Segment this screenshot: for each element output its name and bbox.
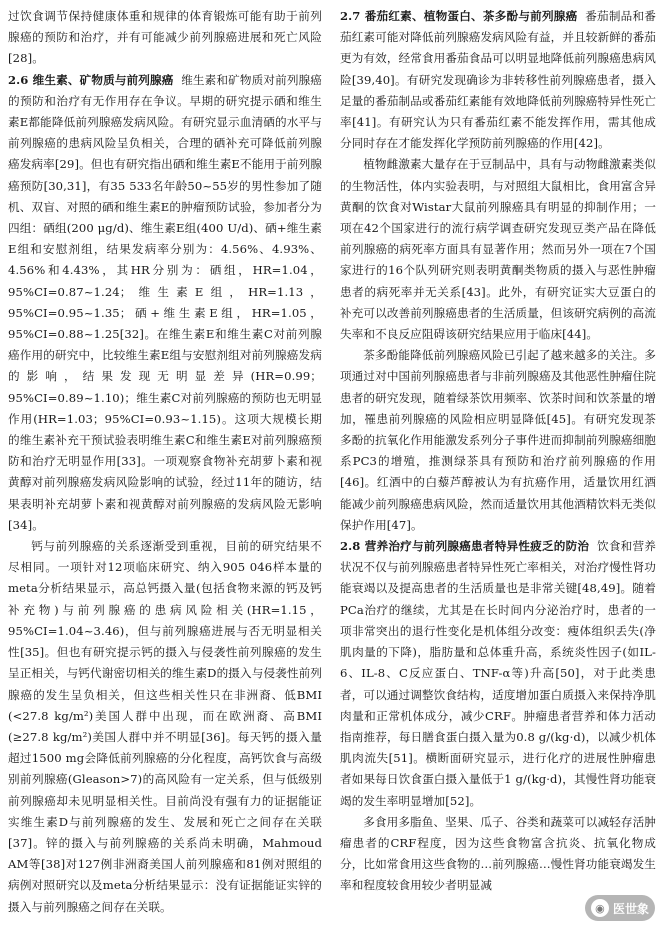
section-2-8-paragraph-2: 多食用多脂鱼、坚果、瓜子、谷类和蔬菜可以减轻存活肿瘤患者的CRF程度，因为这些食物富含抗炎、抗氧化物成分，比如常食用这些食物的…前列腺癌…慢性肾功能衰竭发生率和程度较食用较少者明显减 <box>340 814 656 893</box>
left-column <box>8 6 322 918</box>
section-2-6 <box>8 70 322 918</box>
section-2-7-paragraph-3: 茶多酚能降低前列腺癌风险已引起了越来越多的关注。多项通过对中国前列腺癌患者与非前列腺癌及其他恶性肿瘤住院患者的研究发现，随着绿茶饮用频率、饮茶时间和饮茶量的增加，罹患前列腺癌的风险相应明显降低[45]。有研究发现茶多酚的抗氧化作用能激发系列分子事件进而抑制前列腺癌细胞系PC3的增殖，推测绿茶具有预防和治疗前列腺癌的作用[46]。红酒中的白藜芦醇被认为有抗癌作用，适量饮用红酒能减少前列腺癌患病风险，然而适量饮用其他酒精饮料无类似保护作用[47]。 <box>340 348 656 532</box>
intro-paragraph: 过饮食调节保持健康体重和规律的体育锻炼可能有助于前列腺癌的预防和治疗，并有可能减少前列腺癌进展和死亡风险[28]。 <box>8 9 322 66</box>
right-column <box>340 6 656 897</box>
watermark-text: 医世象 <box>612 901 649 916</box>
section-2-6-paragraph-2: 钙与前列腺癌的关系逐渐受到重视，目前的研究结果不尽相同。一项针对12项临床研究、纳入905 046样本量的meta分析结果显示，高总钙摄入量(包括食物来源的钙及钙补充物)与前列腺癌的患病风险相关(HR=1.15，95%CI=1.04~3.46)，但与前列腺癌进展与否无明显相关性[35]。但也有研究提示钙的摄入与侵袭性前列腺癌的发生呈正相关，与钙代谢密切相关的维生素D的摄入与侵袭性前列腺癌的发生呈负相关，但这些相关性只在非洲裔、低BMI (<27.8 kg/m²)美国人群中出现，而在欧洲裔、高BMI (≥27.8 kg/m²)美国人群中并不明显[36]。每天钙的摄入量超过1500 mg会降低前列腺癌的分化程度，高钙饮食与高级别前列腺癌(Gleason>7)的高风险有一定关系，但与低级别前列腺癌却未见明显相关性。目前尚没有强有力的证据能证实维生素D与前列腺癌的发生、发展和死亡之间存在关联[37]。锌的摄入与前列腺癌的关系尚未明确，Mahmoud AM等[38]对127例非洲裔美国人前列腺癌和81例对照组的病例对照研究以及meta分析结果显示：没有证据能证实锌的摄入与前列腺癌之间存在关联。 <box>8 539 322 914</box>
section-2-7-heading: 2.7 番茄红素、植物蛋白、茶多酚与前列腺癌 <box>340 9 578 23</box>
section-2-7 <box>340 6 656 536</box>
section-2-8 <box>340 536 656 896</box>
section-2-8-heading: 2.8 营养治疗与前列腺癌患者特异性疲乏的防治 <box>340 539 590 554</box>
section-2-6-text-1: 维生素和矿物质对前列腺癌的预防和治疗有无作用存在争议。早期的研究提示硒和维生素E都能降低前列腺癌发病风险。有研究显示血清硒的水平与前列腺癌的患病风险呈负相关，合理的硒补充可降低前列腺癌发病率[29]。但也有研究指出硒和维生素E不能用于前列腺癌预防[30,31]，有35 533名年龄50~55岁的男性参加了随机、双盲、对照的硒和维生素E的肿瘤预防试验，参加者分为四组：硒组(200 μg/d)、维生素E组(400 U/d)、硒+维生素E组和安慰剂组，结果发病率分别为：4.56%、4.93%、4.56%和4.43%，其HR分别为：硒组，HR=1.04，95%CI=0.87~1.24；维生素E组，HR=1.13，95%CI=0.95~1.35；硒+维生素E组，HR=1.05，95%CI=0.88~1.25[32]。在维生素E和维生素C对前列腺癌作用的研究中，比较维生素E组与安慰剂组对前列腺癌发病的影响，结果发现无明显差异(HR=0.99；95%CI=0.89~1.10)；维生素C对前列腺癌的预防也无明显作用(HR=1.03；95%CI=0.93~1.15)。这项大规模长期的维生素补充干预试验表明维生素C和维生素E对前列腺癌预防和治疗无明显作用[33]。一项观察食物补充胡萝卜素和视黄醇对前列腺癌发病风险影响的试验，经过11年的随访，结果表明补充胡萝卜素和视黄醇对前列腺癌的发病风险无影响[34]。 <box>8 72 323 532</box>
section-2-8-text-1: 饮食和营养状况不仅与前列腺癌患者特异性死亡率相关，对治疗慢性肾功能衰竭以及提高患者的生活质量也是非常关键[48,49]。随着PCa治疗的继续，尤其是在长时间内分泌治疗时，患者的一项非常突出的退行性变化是机体组分改变：瘦体组织丢失(净肌肉量的下降)，脂肪量和总体重升高，系统炎性因子(如IL-6、IL-8、C反应蛋白、TNF-α等)升高[50]，对于此类患者，可以通过调整饮食结构，适度增加蛋白质摄入来保持净肌肉量和正常机体成分，减少CRF。肿瘤患者营养和体力活动指南推荐，每日膳食蛋白摄入量为0.8 g/(kg·d)，以减少机体肌肉流失[51]。横断面研究显示，进行化疗的进展性肿瘤患者如果每日饮食蛋白摄入量低于1 g/(kg·d)，其慢性肾功能衰竭的发生率明显增加[52]。 <box>340 539 656 808</box>
section-2-7-paragraph-2: 植物雌激素大量存在于豆制品中，具有与动物雌激素类似的生物活性，体内实验表明，与对照组大鼠相比，食用富含异黄酮的饮食对Wistar大鼠前列腺癌具有明显的抑制作用；一项在42个国家进行的流行病学调查研究发现豆类产品在降低前列腺癌的病死率方面具有显著作用；然而另外一项在7个国家进行的16个队列研究则表明黄酮类物质的摄入与恶性肿瘤患者的病死率并无关系[43]。此外，有研究证实大豆蛋白的补充可以改善前列腺癌患者的生活质量，但该研究病例的高流失率和不良反应阻碍该研究结果应用于临床[44]。 <box>340 157 656 342</box>
watermark-badge <box>585 895 655 921</box>
section-2-7-text-1: 番茄制品和番茄红素可能对降低前列腺癌发病风险有益，并且较新鲜的番茄更为有效，经常食用番茄食品可以明显地降低前列腺癌患病风险[39,40]。有研究发现确诊为非转移性前列腺癌患者，摄入足量的番茄制品或番茄红素能有效地降低前列腺癌特异性死亡率[41]。有研究认为只有番茄红素不能发挥作用，需其他成分同时存在才能发挥化学预防前列腺癌的作用[42]。 <box>340 9 656 151</box>
section-2-6-heading: 2.6 维生素、矿物质与前列腺癌 <box>8 72 174 87</box>
circle-logo-icon: ◉ <box>591 899 609 917</box>
